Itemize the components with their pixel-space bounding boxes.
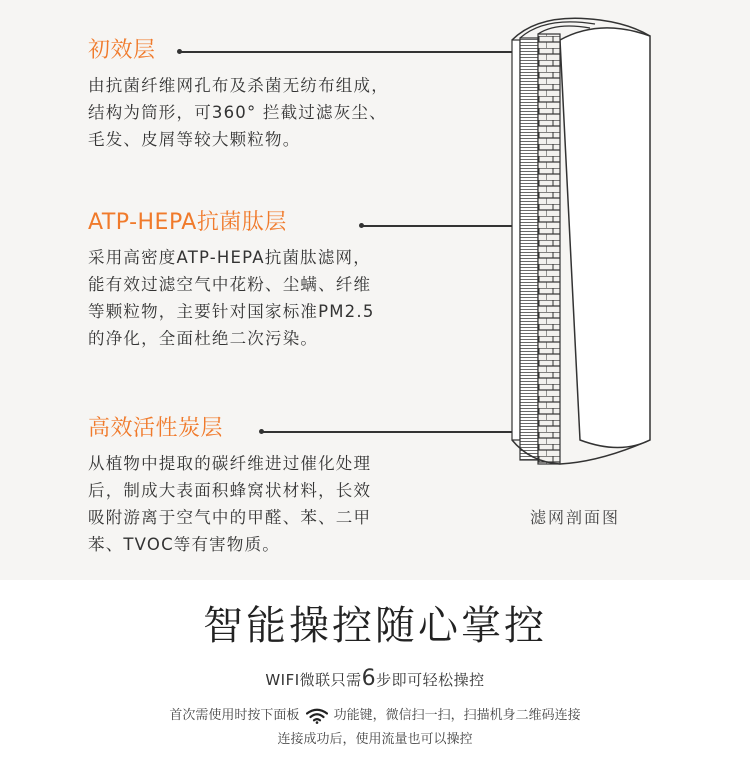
filter-hepa-layer (520, 38, 538, 460)
subheading-prefix: WIFI微联只需 (265, 671, 362, 689)
layer-description-line: 结构为筒形，可360° 拦截过滤灰尘、 (88, 103, 387, 122)
diagram-caption: 滤网剖面图 (530, 508, 621, 527)
layer-title: 高效活性炭层 (88, 416, 224, 441)
layer-description-line: 毛发、皮屑等较大颗粒物。 (88, 130, 301, 149)
layer-title: ATP-HEPA抗菌肽层 (88, 210, 287, 235)
instruction-line-2: 连接成功后，使用流量也可以操控 (277, 732, 473, 747)
layer-description-line: 由抗菌纤维网孔布及杀菌无纺布组成， (88, 76, 389, 95)
layer-description-line: 苯、TVOC等有害物质。 (88, 535, 280, 554)
layer-description-line: 的净化，全面杜绝二次污染。 (88, 329, 319, 348)
instruction-text: 功能键，微信扫一扫，扫描机身二维码连接 (333, 708, 581, 723)
section-heading: 智能操控随心掌控 (203, 603, 547, 649)
filter-inner-surface (560, 28, 650, 448)
section-subheading (0, 666, 750, 691)
subheading-suffix: 步即可轻松操控 (376, 671, 485, 689)
layer-description-line: 能有效过滤空气中花粉、尘螨、纤维 (88, 275, 372, 294)
step-count: 6 (361, 666, 377, 691)
layer-description-line: 吸附游离于空气中的甲醛、苯、二甲 (88, 508, 372, 527)
filter-carbon-layer (538, 34, 560, 464)
layer-description-line: 后，制成大表面积蜂窝状材料，长效 (88, 481, 372, 500)
layer-description-line: 从植物中提取的碳纤维进过催化处理 (88, 454, 372, 473)
instruction-line (0, 704, 750, 724)
wifi-icon (306, 708, 328, 724)
layer-title: 初效层 (88, 38, 156, 63)
filter-outer-layer (512, 40, 520, 440)
instruction-text: 首次需使用时按下面板 (169, 708, 300, 723)
layer-description-line: 等颗粒物，主要针对国家标准PM2.5 (88, 302, 375, 321)
layer-description-line: 采用高密度ATP-HEPA抗菌肽滤网， (88, 248, 371, 267)
